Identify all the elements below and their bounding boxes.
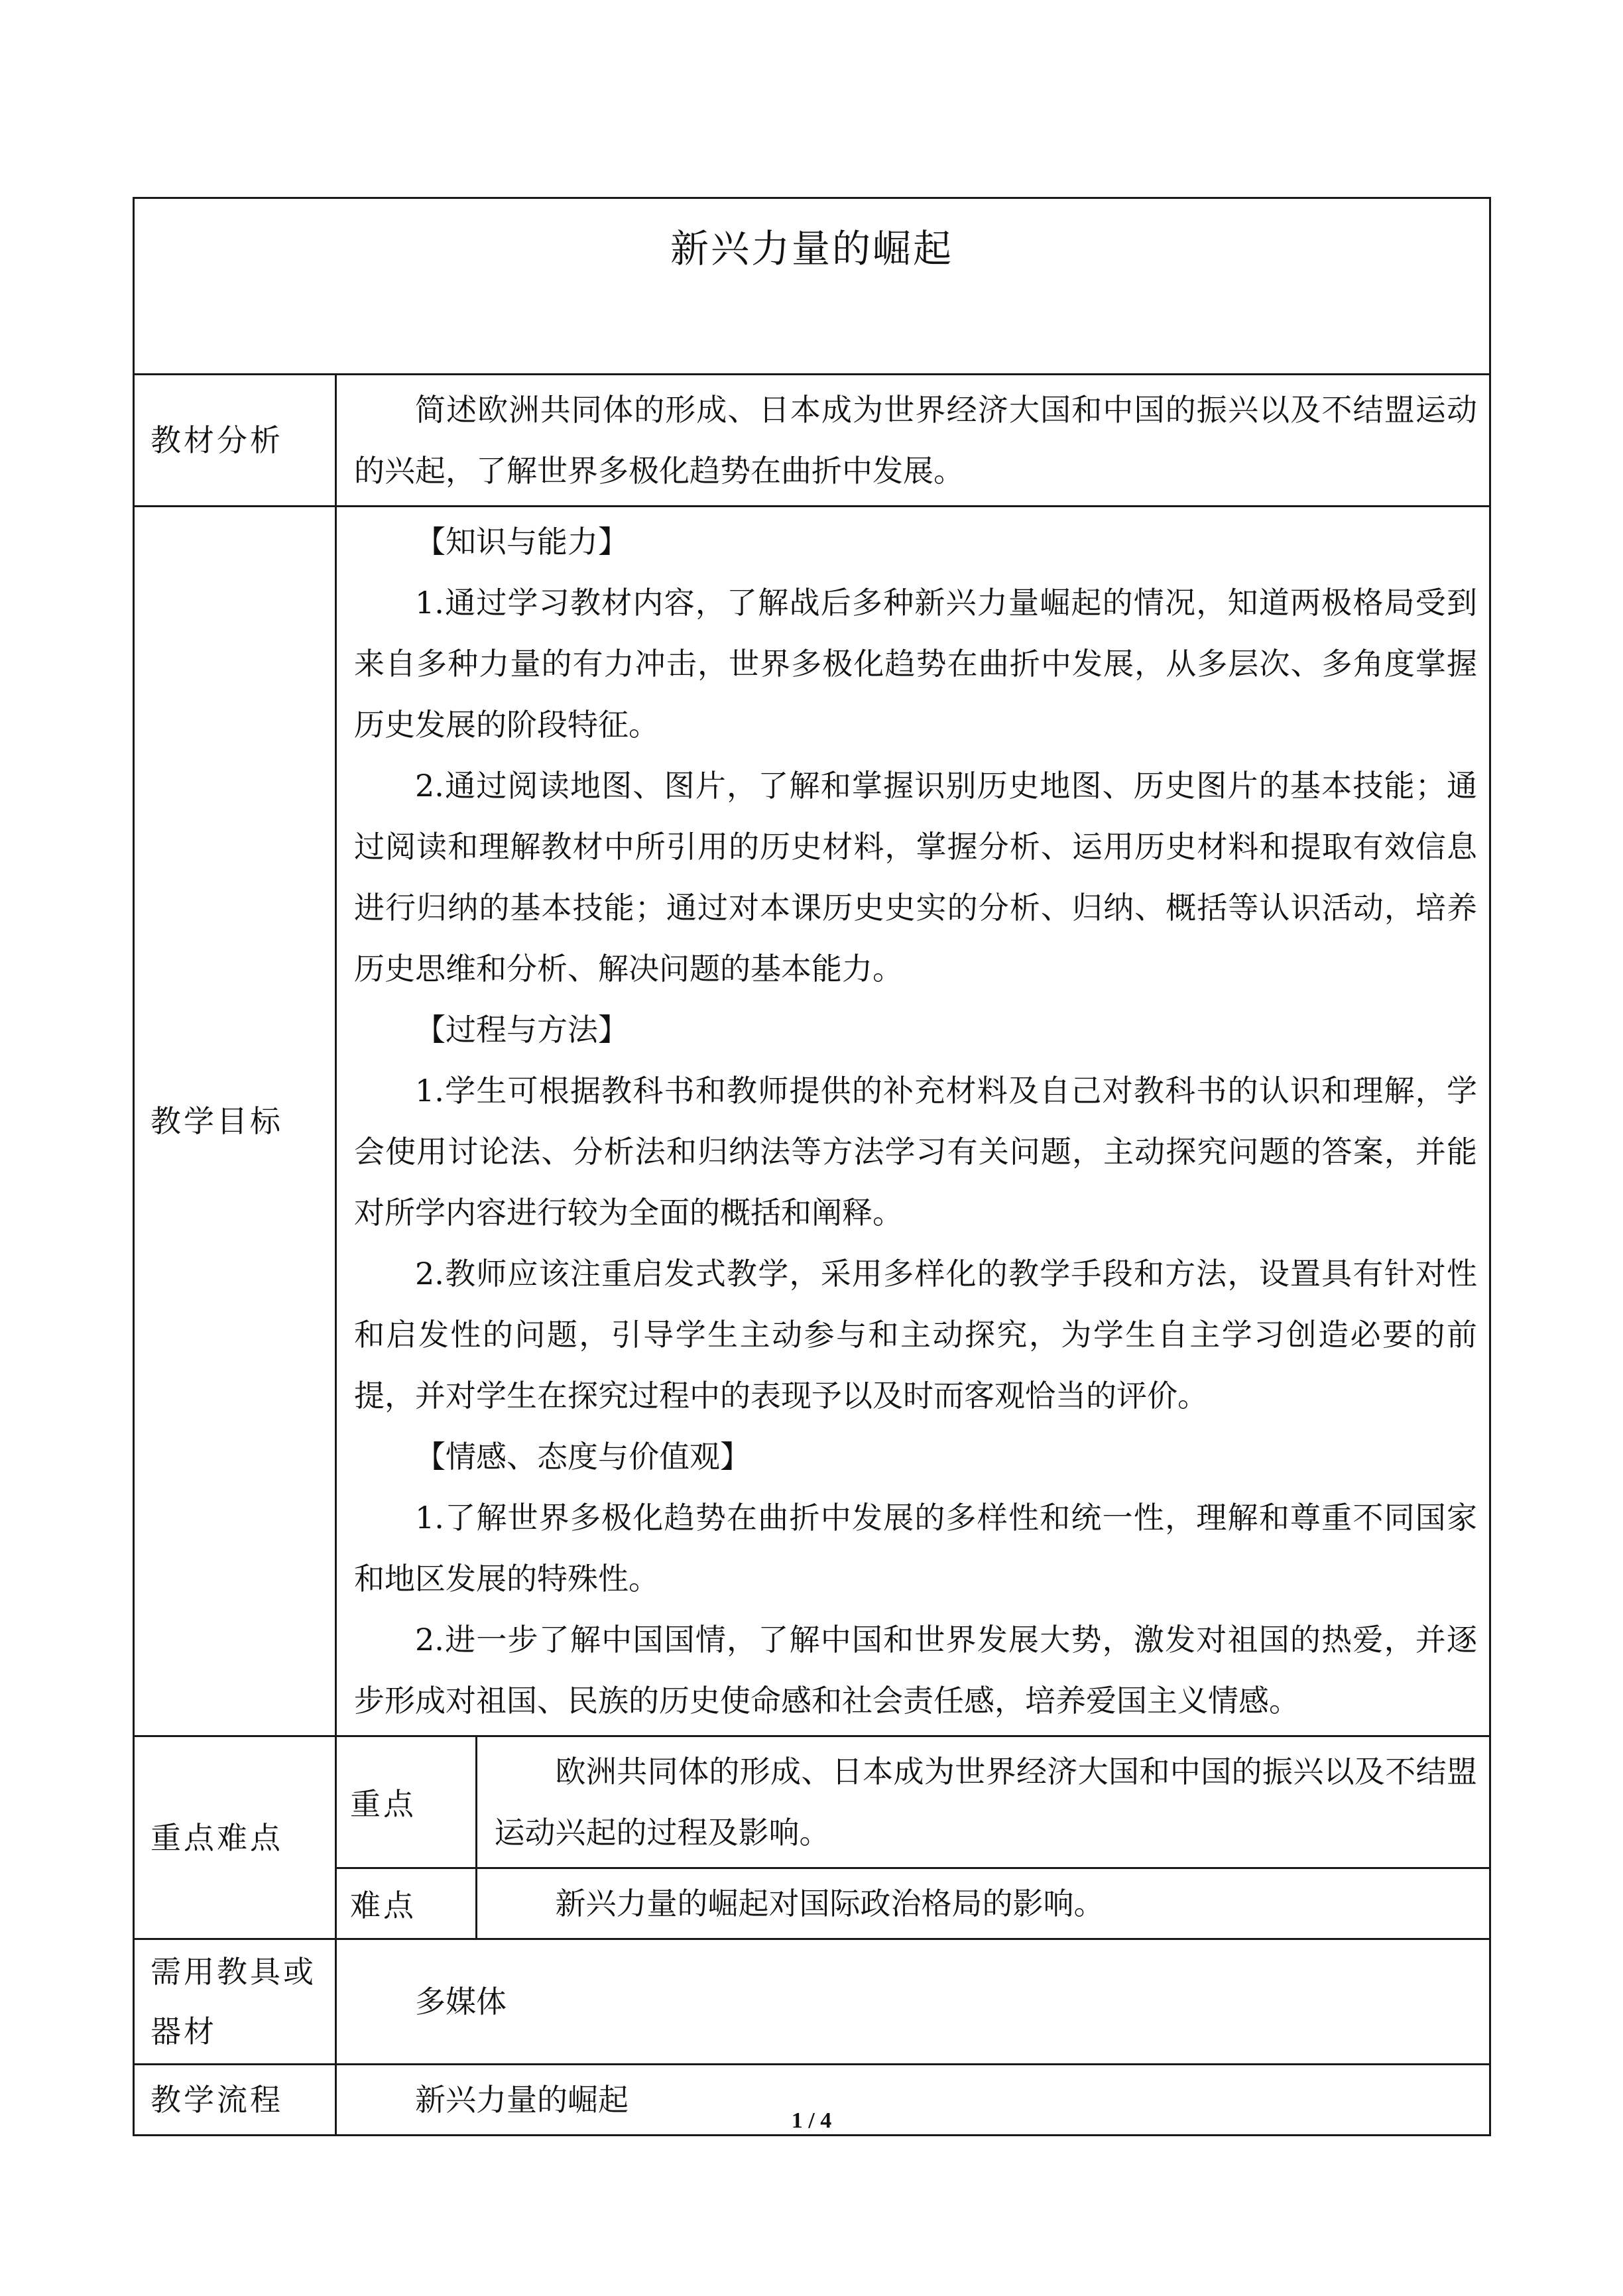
key-point-text: 欧洲共同体的形成、日本成为世界经济大国和中国的振兴以及不结盟运动兴起的过程及影响。 [494, 1754, 1478, 1850]
difficult-point-content [476, 1868, 1489, 1939]
key-difficult-cell [336, 1736, 1490, 1939]
key-difficult-inner-table [337, 1737, 1489, 1938]
textbook-analysis-row [134, 375, 1490, 507]
objective-paragraph: 1.通过学习教材内容，了解战后多种新兴力量崛起的情况，知道两极格局受到来自多种力量的有力冲击，世界多极化趋势在曲折中发展，从多层次、多角度掌握历史发展的阶段特征。 [354, 585, 1478, 743]
objective-paragraph: 2.通过阅读地图、图片，了解和掌握识别历史地图、历史图片的基本技能；通过阅读和理解教材中所引用的历史材料，掌握分析、运用历史材料和提取有效信息进行归纳的基本技能；通过对本课历史史实的分析、归纳、概括等认识活动，培养历史思维和分析、解决问题的基本能力。 [354, 768, 1478, 987]
objective-paragraph: 1.学生可根据教科书和教师提供的补充材料及自己对教科书的认识和理解，学会使用讨论法、分析法和归纳法等方法学习有关问题，主动探究问题的答案，并能对所学内容进行较为全面的概括和阐释。 [354, 1073, 1478, 1231]
key-difficult-row [134, 1736, 1490, 1939]
title-row [134, 198, 1490, 375]
difficult-point-row [337, 1868, 1489, 1939]
teaching-objectives-row [134, 507, 1490, 1736]
objective-paragraph: 2.教师应该注重启发式教学，采用多样化的教学手段和方法，设置具有针对性和启发性的问题，引导学生主动参与和主动探究，为学生自主学习创造必要的前提，并对学生在探究过程中的表现予以及时而客观恰当的评价。 [354, 1256, 1478, 1414]
key-point-label: 重点 [337, 1737, 476, 1868]
textbook-analysis-content [336, 375, 1490, 507]
key-point-row [337, 1737, 1489, 1868]
lesson-plan-table [133, 197, 1491, 2136]
textbook-analysis-label: 教材分析 [134, 375, 336, 507]
difficult-point-text: 新兴力量的崛起对国际政治格局的影响。 [555, 1886, 1105, 1921]
teaching-objectives-label: 教学目标 [134, 507, 336, 1736]
objective-paragraph: 1.了解世界多极化趋势在曲折中发展的多样性和统一性，理解和尊重不同国家和地区发展的特殊性。 [354, 1500, 1478, 1597]
materials-row [134, 1939, 1490, 2065]
materials-label: 需用教具或器材 [134, 1939, 336, 2065]
materials-text: 多媒体 [415, 1984, 507, 2020]
difficult-point-label: 难点 [337, 1868, 476, 1939]
objective-heading-process: 【过程与方法】 [415, 1012, 629, 1048]
teaching-objectives-content [336, 507, 1490, 1736]
objective-paragraph: 2.进一步了解中国国情，了解中国和世界发展大势，激发对祖国的热爱，并逐步形成对祖国、民族的历史使命感和社会责任感，培养爱国主义情感。 [354, 1622, 1478, 1719]
objective-heading-knowledge: 【知识与能力】 [415, 524, 629, 560]
title-cell [134, 198, 1490, 375]
objective-heading-emotion: 【情感、态度与价值观】 [415, 1439, 751, 1475]
page-number: 1 / 4 [791, 2108, 832, 2133]
key-difficult-label: 重点难点 [134, 1736, 336, 1939]
page-title: 新兴力量的崛起 [670, 226, 954, 271]
textbook-analysis-text: 简述欧洲共同体的形成、日本成为世界经济大国和中国的振兴以及不结盟运动的兴起，了解世界多极化趋势在曲折中发展。 [354, 392, 1478, 489]
materials-content [336, 1939, 1490, 2065]
process-text: 新兴力量的崛起 [415, 2082, 629, 2118]
process-label: 教学流程 [134, 2065, 336, 2136]
key-point-content [476, 1737, 1489, 1868]
